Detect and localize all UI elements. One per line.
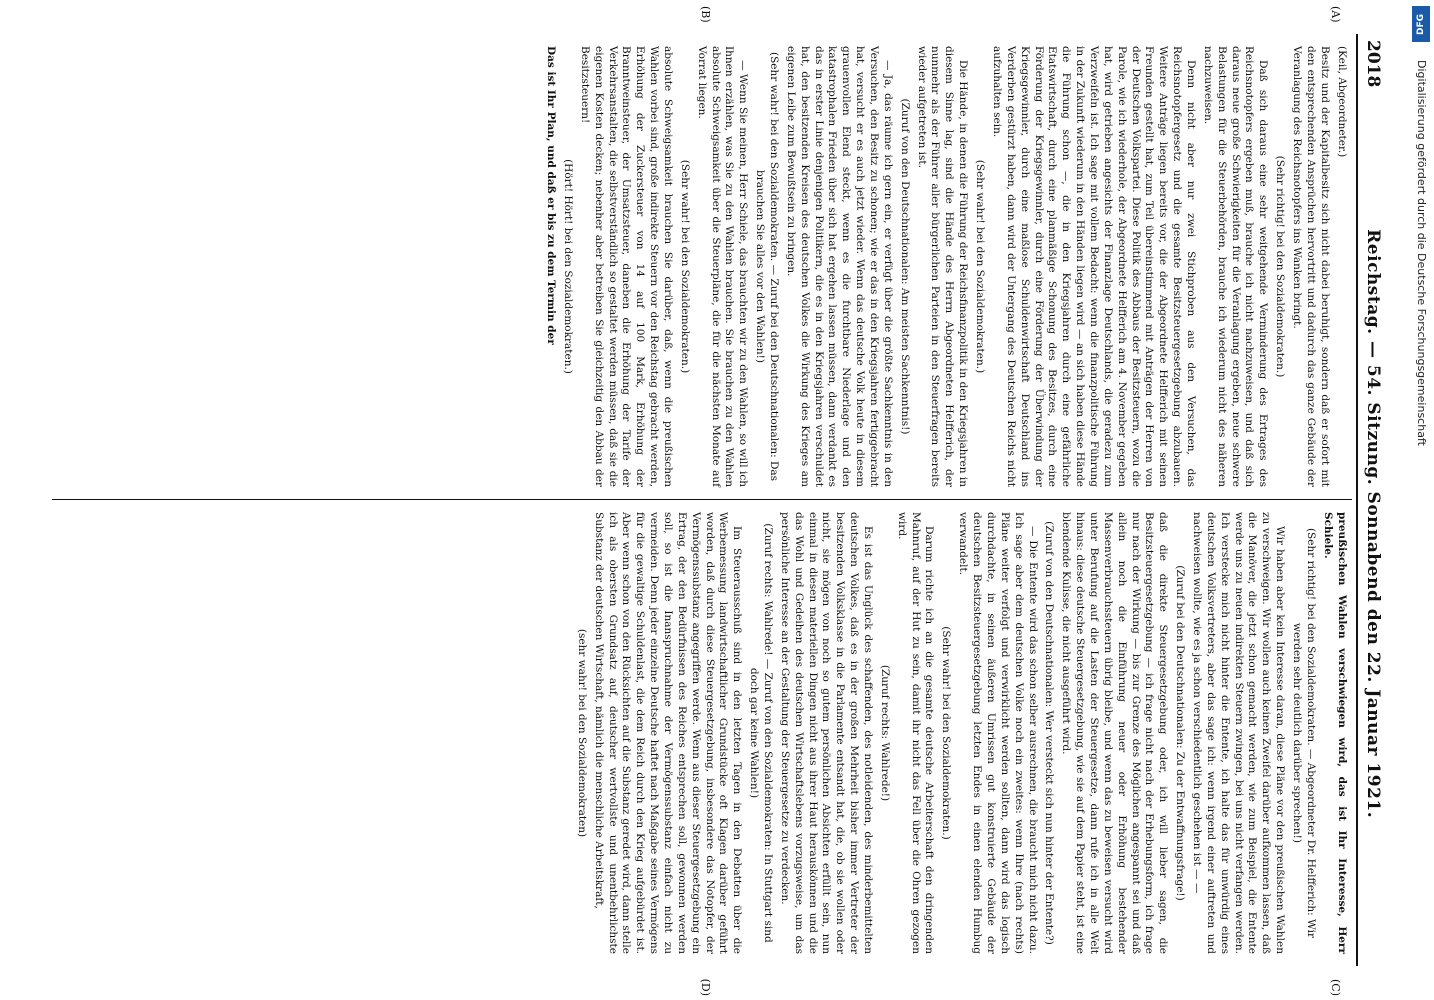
interjection: (Zuruf rechts: Wahlrede!) <box>878 664 891 802</box>
page-number: 2018 <box>1363 40 1383 88</box>
paragraph: preußischen Wahlen verschwiegen wird, das ist Ihr Interesse, Herr Schiele. <box>1321 512 1348 954</box>
paragraph: Die Hände, in denen die Führung der Reichsfinanzpolitik in den Kriegsjahren in diesem Sinne lag, sind die Hände des Herrn Abgeordneten Helfferich, der nunmehr als der Führer aller bürgerlichen Parteien in den Steuerfragen bereits wieder aufgetreten ist. <box>915 46 970 487</box>
margin-marker-c: (C) <box>1328 979 1342 996</box>
left-column <box>52 34 1352 500</box>
paragraph: — Ja, das räume ich gern ein, er verfügt über die größte Sachkenntnis in den Versuchen, den Besitz zu schonen; wie er das in den Kriegsjahren fertiggebracht hat, versucht er es auch jetzt wieder. Wenn das deutsche Volk heute in diesem grauenvollen Elend steckt, wenn es die furchtbare Niederlage und den katastrophalen Frieden über sich hat ergehen lassen müssen, dann verdankt es das in erster Linie denjenigen Politikern, die es in den Kriegsjahren verschuldet hat, den besitzenden Kreisen des deutschen Volkes die Wirkung des Krieges am eigenen Leibe zum Bewußtsein zu bringen. <box>784 46 894 487</box>
speaker-label: (Keil, Abgeordneter.) <box>1335 46 1348 158</box>
paragraph: absolute Schweigsamkeit brauchen Sie darüber, daß, wenn die preußischen Wahlen vorbei sind, große indirekte Steuern vor den Reichstag gebracht werden, Erhöhung der Zuckersteuer von 14 auf 100 Mark, Erhöhung der Branntweinsteuer, der Umsatzsteuer, daneben die Erhöhung der Tarife der Verkehrsanstalten, die selbstverständlich so gestaltet werden müssen, daß sie die eigenen Kosten decken; nebenher aber betreiben Sie gleichzeitig den Abbau der Besitzsteuern! <box>578 46 675 487</box>
page-title: Reichstag. — 54. Sitzung. Sonnabend den 22. Januar 1921. <box>1363 229 1383 819</box>
interjection: (Sehr wahr! bei den Sozialdemokraten. — Zuruf bei den Deutschnationalen: Das brauchen Sie alles vor den Wahlen!) <box>754 51 781 482</box>
interjection: (Sehr richtig! bei den Sozialdemokraten. — Abgeordneter Dr. Helfferich: Wir werden sehr deutlich darüber sprechen!) <box>1290 527 1317 939</box>
margin-marker-d: (D) <box>698 978 712 996</box>
text-columns <box>52 6 1352 996</box>
paragraph: Besitz und der Kapitalbesitz sich nicht dabei beruhigt, sondern daß er sofort mit den entsprechenden Ansprüchen hervortritt und dadurch das ganze Gebäude der Veranlagung des Reichsnotopfers ins Wanken bringt. <box>1290 46 1331 487</box>
interjection: (Sehr wahr! bei den Sozialdemokraten.) <box>940 626 953 840</box>
interjection: (Zuruf rechts: Wahlrede! — Zuruf von den Sozialdemokraten: In Stuttgart sind doch gar keine Wahlen!) <box>748 523 775 943</box>
margin-marker-a: (A) <box>1328 6 1342 23</box>
paragraph: Das ist Ihr Plan, und daß er bis zu dem Termin der <box>545 46 558 345</box>
dfg-logo: DFG <box>1412 6 1430 42</box>
interjection: (Sehr wahr! bei den Sozialdemokraten.) <box>974 159 987 374</box>
paragraph: Im Steuerausschuß sind in den letzten Tagen in den Debatten über die Werbemessung landwirtschaftlicher Grundstücke oft Klagen darüber geführt worden, daß durch diese Steuergesetzgebung, insbesondere das Notopfer, der Vermögenssubstanz angegriffen werde. Wenn aus dieser Steuergesetzgebung ein Ertrag, der den Bedürfnissen des Reiches entsprechen soll, gewonnen werden soll, so ist die Inanspruchnahme der Vermögenssubstanz einfach nicht zu vermeiden. Denn jeder einzelne Deutsche haftet nach Maßgabe seines Vermögens für die gewaltige Schuldenlast, die dem Reich durch den Krieg aufgebürdet ist. Aber wenn schon von den Rücksichten auf die Substanz geredet wird, dann stelle ich als obersten Grundsatz auf, deutscher wertvollste und unentbehrlichste Substanz der deutschen Wirtschaft, nämlich die menschliche Arbeitskraft, <box>592 512 744 954</box>
interjection: (Sehr richtig! bei den Sozialdemokraten.) <box>1274 155 1287 378</box>
interjection: (Zuruf bei den Deutschnationalen: Zu der Entwaffnungsfrage!) <box>1174 565 1187 901</box>
paragraph: Es ist das Unglück des schaffenden, des notleidenden, des minderbemittelten deutschen Volkes, daß es in der großen Mehrheit bisher immer Vertreter der besitzenden Volksklasse in die Parlamente entsandt hat, die, ob sie wollen oder nicht, sie mögen von noch so gutem persönlichen Absichten erfüllt sein, nun einmal in diesen materiellen Dingen nicht aus ihrer Haut herauskönnen und die das Wohl und Gedeihen des deutschen Wirtschaftslebens vorzugsweise, um das persönliche Interesse an der Gestaltung der Steuergesetze zu verdecken. <box>778 512 875 954</box>
paragraph: Wir haben aber kein Interesse daran, diese Pläne vor den preußischen Wahlen zu verschweigen. Wir wollen auch keinen Zweifel darüber aufkommen lassen, daß die Manöver, die jetzt schon gemacht werden, wie zum Beispiel, die Entente werde uns zu neuen indirekten Steuern zwingen, bei uns nicht verfangen werden. Ich verstecke mich nicht hinter die Entente, ich halte das für unwürdig eines deutschen Volksvertreters, aber das sage ich: wenn irgend einer auftreten und nachweisen wollte, wie es ja schon verschiedentlich geschehen ist — — <box>1190 512 1287 954</box>
paragraph: — Wenn Sie meinen, Herr Schiele, das brauchten wir zu den Wahlen, so will ich Ihnen erzählen, was Sie zu den Wahlen brauchen. Sie brauchen zu den Wahlen absolute Schweigsamkeit über die Steuerpläne, die für die nächsten Monate auf Vorrat liegen. <box>695 46 750 487</box>
paragraph: daß die direkte Steuergesetzgebung oder, ich will lieber sagen, die Besitzsteuergesetzgebung — ich frage nicht nach der Erhebungsform, ich frage nur nach der Wirkung — bis zur Grenze des Möglichen angespannt sei und daß allein noch die Einführung neuer oder Erhöhung bestehender Massenverbrauchssteuern übrig bleibe, und wenn das zu beweisen versucht wird unter Berufung auf die Lasten der Steuergesetze, dann rufe ich in alle Welt hinaus: diese deutsche Steuergesetzgebung, wie sie auf dem Papier steht, ist eine blendende Kulisse, die nicht ausgeführt wird. <box>1060 512 1170 954</box>
right-column <box>52 500 1352 966</box>
interjection: (Zuruf von den Deutschnationalen: Wer versteckt sich nun hinter der Entente?) <box>1043 521 1056 945</box>
margin-marker-b: (B) <box>698 6 712 23</box>
page-header <box>1356 34 1384 966</box>
interjection: (Zuruf von den Deutschnationalen: Am meisten Sachkenntnis!) <box>898 98 911 435</box>
interjection: (Hört! Hört! bei den Sozialdemokraten.) <box>562 159 575 374</box>
interjection: (sehr wahr! bei den Sozialdemokraten) <box>575 628 588 838</box>
paragraph: — Die Entente wird das schon selber ausrechnen, die braucht mich nicht dazu. Ich sage aber dem deutschen Volke noch ein zweites: wenn Ihre (nach rechts) Pläne weiter verfolgt und verwirklicht werden sollten, dann wird das logisch durchdachte, in seinen äußeren Umrissen gut konstruierte Gebäude der deutschen Besitzsteuergesetzgebung letzten Endes in einen elenden Humbug verwandelt. <box>957 512 1039 954</box>
paragraph: Darum richte ich an die gesamte deutsche Arbeiterschaft den dringenden Mahnruf, auf der Hut zu sein, damit ihr nicht das Fell über die Ohren gezogen wird. <box>895 512 936 954</box>
digitization-credit: Digitalisierung gefördert durch die Deutsche Forschungsgemeinschaft <box>1415 60 1428 446</box>
paragraph: Daß sich daraus eine sehr weitgehende Verminderung des Ertrages des Reichsnotopfers ergeben muß, brauche ich nicht nachzuweisen, und daß sich daraus neue große Schwierigkeiten für die Veranlagung ergeben, neue schwere Belastungen für die Steuerbehörden, brauche ich wiederum nicht des näheren nachzuweisen. <box>1201 46 1270 487</box>
paragraph: Denn nicht aber nur zwei Stichproben aus den Versuchen, das Reichsnotopfergesetz und die gesamte Besitzsteuergesetzgebung abzubauen. Weitere Anträge liegen bereits vor, die der Abgeordnete Helfferich mit seinen Freunden gestellt hat, zum Teil übereinstimmend mit Anträgen der Herren von der Deutschen Volkspartei. Diese Politik des Abbaus der Besitzsteuern, wozu die Parole, wie ich wiederhole, der Abgeordnete Helfferich am 4. November gegeben hat, wird getrieben angesichts der Finanzlage Deutschlands, die geradezu zum Verzweifeln ist. Ich sage mit vollem Bedacht: wenn die finanzpolitische Führung in der Zukunft wiederum in den Händen liegen wird — an sich haben diese Hände die Führung schon —, die in den Kriegsjahren durch eine gefährliche Etatswirtschaft, durch eine planmäßige Schonung des Besitzes, durch eine Förderung der Kriegsgewinnler, durch eine Förderung der Überwindung der Kriegsgewinnler, durch eine maßlose Schuldenwirtschaft Deutschland ins Verderben gestürzt haben, dann wird der Untergang des Deutschen Reichs nicht aufzuhalten sein. <box>990 46 1197 487</box>
interjection: (Sehr wahr! bei den Sozialdemokraten.) <box>678 159 691 374</box>
